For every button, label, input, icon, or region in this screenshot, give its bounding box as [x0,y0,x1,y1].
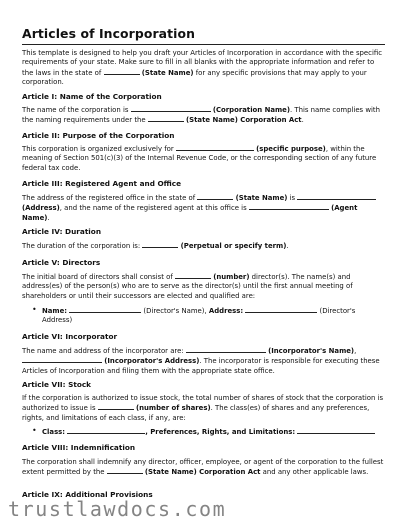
article-7-text: If the corporation is authorized to issue stock, the total number of shares of stock that the corporation is authorized to issue is (number of shares). The class(es) of shares and any preferences, rights, and limitations of each class, if any, are: [22,394,384,422]
article-2-heading: Article II: Purpose of the Corporation [22,131,175,140]
title-divider [22,44,385,45]
blank-field[interactable] [107,467,143,474]
blank-field[interactable] [249,203,329,210]
article-4-text: The duration of the corporation is: (Perpetual or specify term). [22,242,289,250]
blank-field[interactable] [131,105,211,112]
bullet-icon: • [32,305,37,314]
blank-field[interactable] [175,272,211,279]
article-7-heading: Article VII: Stock [22,380,92,389]
article-3-text: The address of the registered office in the state of (State Name) is (Address), and the name of the registered agent at this office is (Agent Name). [22,193,385,223]
article-1-heading: Article I: Name of the Corporation [22,92,162,101]
watermark-text: trustlawdocs.com [8,497,227,521]
blank-field[interactable] [297,427,375,434]
stock-class-list-item: Class: , Preferences, Rights, and Limitations: [42,427,385,437]
article-8-text: The corporation shall indemnify any director, officer, employee, or agent of the corporation to the fullest extent permitted by the (State Name) Corporation Act and any other applicable laws. [22,458,384,477]
blank-field[interactable] [142,241,178,248]
blank-field[interactable] [197,193,233,200]
document-title: Articles of Incorporation [22,26,196,41]
article-5-text: The initial board of directors shall consist of (number) director(s). The name(s) and address(es) of the person(s) who are to serve as the director(s) until the first annual meeting of shareholders or until their successors are elected and qualified are: [22,273,353,300]
blank-field[interactable] [104,68,140,75]
director-list-item: Name: (Director's Name), Address: (Director's Address) [42,307,356,325]
article-6-text: The name and address of the incorporator are: (Incorporator's Name), (Incorporator's Address). The incorporator is responsible for executing these Articles of Incorporation and filing them with the appropriate state office. [22,347,380,375]
article-2-text: This corporation is organized exclusively for (specific purpose), within the meaning of Section 501(c)(3) of the Internal Revenue Code, or the corresponding section of any future federal tax code. [22,145,377,172]
blank-field[interactable] [176,144,254,151]
article-9-heading: Article IX: Additional Provisions [22,490,153,499]
blank-field[interactable] [297,193,376,200]
blank-field[interactable] [69,306,141,313]
article-6-heading: Article VI: Incorporator [22,332,118,341]
article-1-text: The name of the corporation is (Corporation Name). This name complies with the naming requirements under the (State Name) Corporation Act. [22,106,380,125]
blank-field[interactable] [148,115,184,122]
article-4-heading: Article IV: Duration [22,227,102,236]
blank-field[interactable] [98,403,134,410]
bullet-icon: • [32,426,37,435]
article-8-heading: Article VIII: Indemnification [22,443,136,452]
article-5-heading: Article V: Directors [22,258,101,267]
article-3-heading: Article III: Registered Agent and Office [22,179,182,188]
blank-field[interactable] [22,356,102,363]
intro-paragraph: This template is designed to help you draft your Articles of Incorporation in accordance with the specific requirements of your state. Make sure to fill in all blanks with the appropriate information and refer to the laws in the state of (State Name) for any specific provisions that may apply to your corporation. [22,49,382,86]
blank-field[interactable] [245,306,317,313]
blank-field[interactable] [67,427,145,434]
blank-field[interactable] [186,346,266,353]
